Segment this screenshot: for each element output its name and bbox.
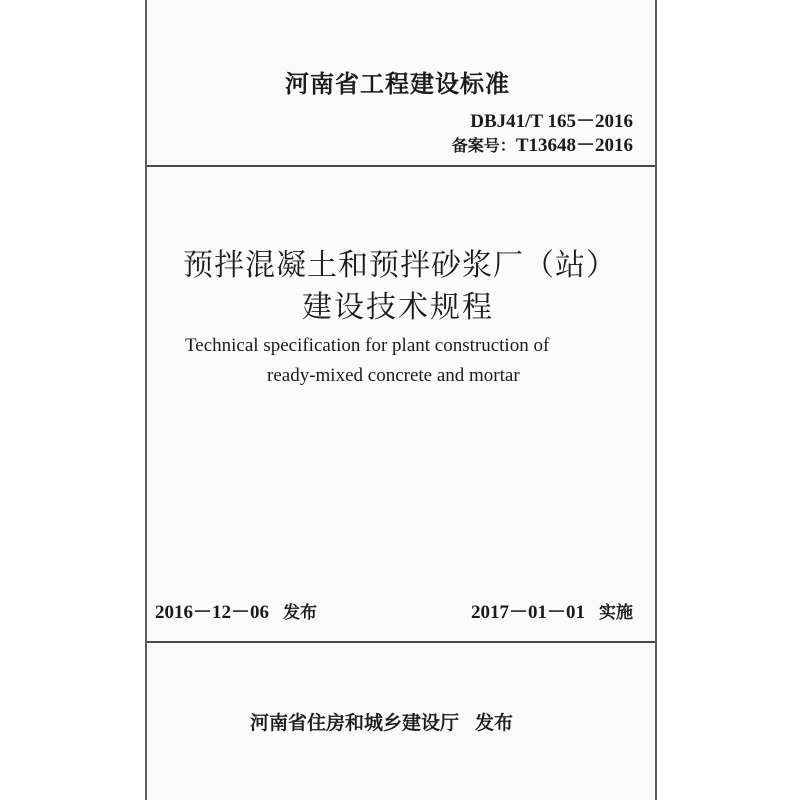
issue-word: 发布 <box>283 603 318 623</box>
book-cover <box>145 0 657 800</box>
publisher-word: 发布 <box>475 712 514 734</box>
effective-date-line <box>471 597 633 624</box>
issue-date: 2016－12－06 <box>155 602 270 623</box>
effective-date: 2017－01－01 <box>470 602 585 623</box>
standard-code: DBJ41/T 165－2016 <box>470 111 633 132</box>
bottom-divider <box>147 641 655 643</box>
publisher-name: 河南省住房和城乡建设厅 <box>250 712 460 734</box>
filing-label: 备案号： <box>451 136 516 155</box>
series-title: 河南省工程建设标准 <box>285 70 510 98</box>
title-en-line-1: Technical specification for plant construction of <box>185 335 550 356</box>
title-en-line-2: ready-mixed concrete and mortar <box>267 365 520 386</box>
filing-number-line <box>452 130 633 157</box>
issue-date-line <box>155 597 317 624</box>
title-cn-line-1: 预拌混凝土和预拌砂浆厂（站） <box>183 249 617 282</box>
top-divider <box>147 165 655 167</box>
title-cn-line-2: 建设技术规程 <box>302 291 494 324</box>
effective-word: 实施 <box>599 603 633 623</box>
filing-number: T13648－2016 <box>515 135 633 156</box>
publisher-line <box>250 708 513 735</box>
